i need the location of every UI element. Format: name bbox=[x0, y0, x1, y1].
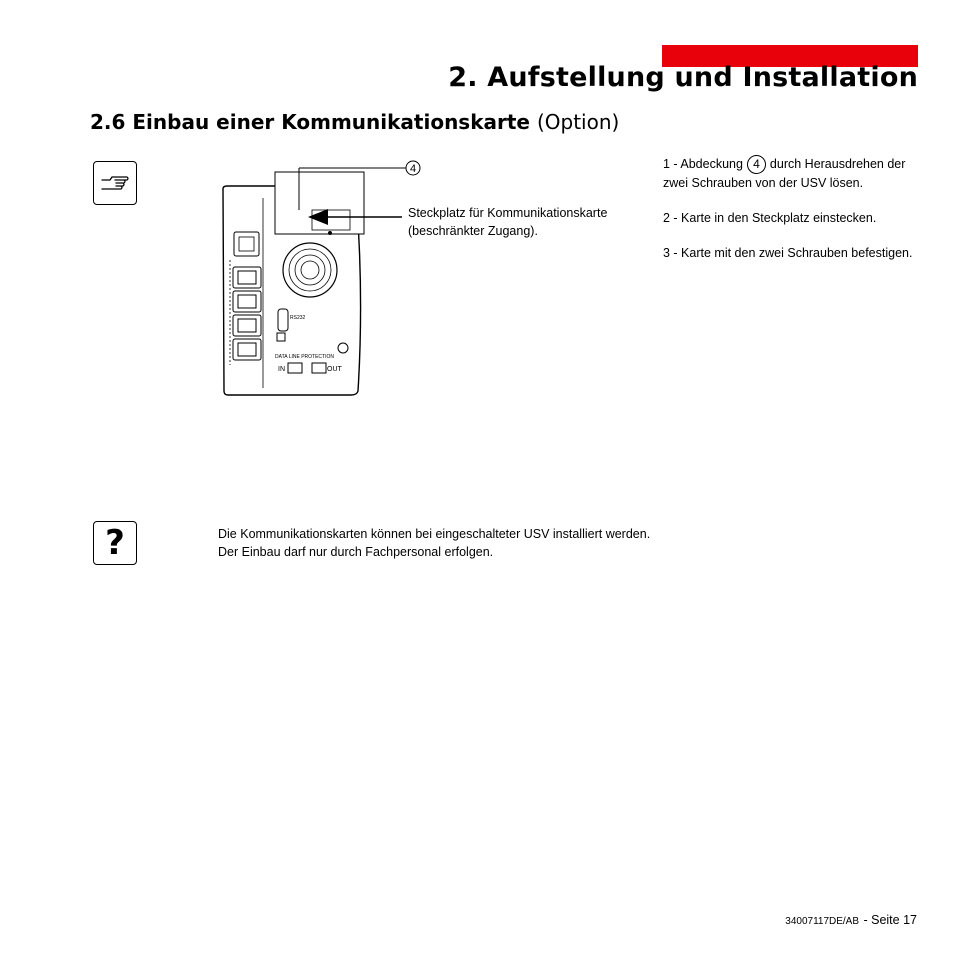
step-3: 3 - Karte mit den zwei Schrauben befestigen. bbox=[663, 246, 913, 261]
note-line-1: Die Kommunikationskarten können bei eingeschalteter USV installiert werden. bbox=[218, 527, 651, 541]
in-port-label: IN bbox=[278, 366, 285, 373]
pointing-hand-icon bbox=[93, 161, 137, 205]
step-1: 1 - Abdeckung 4 durch Herausdrehen der zwei Schrauben von der USV lösen. bbox=[663, 157, 906, 191]
section-title-main: 2.6 Einbau einer Kommunikationskarte bbox=[90, 110, 530, 134]
note-text bbox=[218, 525, 738, 561]
pointing-hand-glyph bbox=[100, 172, 130, 194]
data-line-protection-label: DATA LINE PROTECTION bbox=[275, 354, 334, 360]
step-2: 2 - Karte in den Steckplatz einstecken. bbox=[663, 211, 877, 226]
callout-number: 4 bbox=[409, 163, 417, 175]
page-footer bbox=[785, 911, 917, 929]
question-mark-icon bbox=[93, 521, 137, 565]
cover-reference-badge: 4 bbox=[747, 155, 766, 174]
chapter-title: 2. Aufstellung und Installation bbox=[448, 62, 918, 93]
question-mark-glyph: ? bbox=[105, 523, 125, 563]
doc-number: 34007117DE/AB bbox=[785, 916, 860, 927]
note-line-2: Der Einbau darf nur durch Fachpersonal erfolgen. bbox=[218, 545, 494, 559]
section-title bbox=[90, 110, 619, 134]
page-number: - Seite 17 bbox=[863, 913, 917, 927]
rs232-port-label: RS232 bbox=[290, 315, 306, 321]
ups-rear-panel-diagram bbox=[200, 150, 440, 405]
slot-callout-text: Steckplatz für Kommunikationskarte (beschränkter Zugang). bbox=[408, 206, 608, 238]
installation-steps bbox=[663, 155, 933, 279]
section-title-suffix: (Option) bbox=[536, 110, 620, 134]
out-port-label: OUT bbox=[327, 366, 342, 373]
